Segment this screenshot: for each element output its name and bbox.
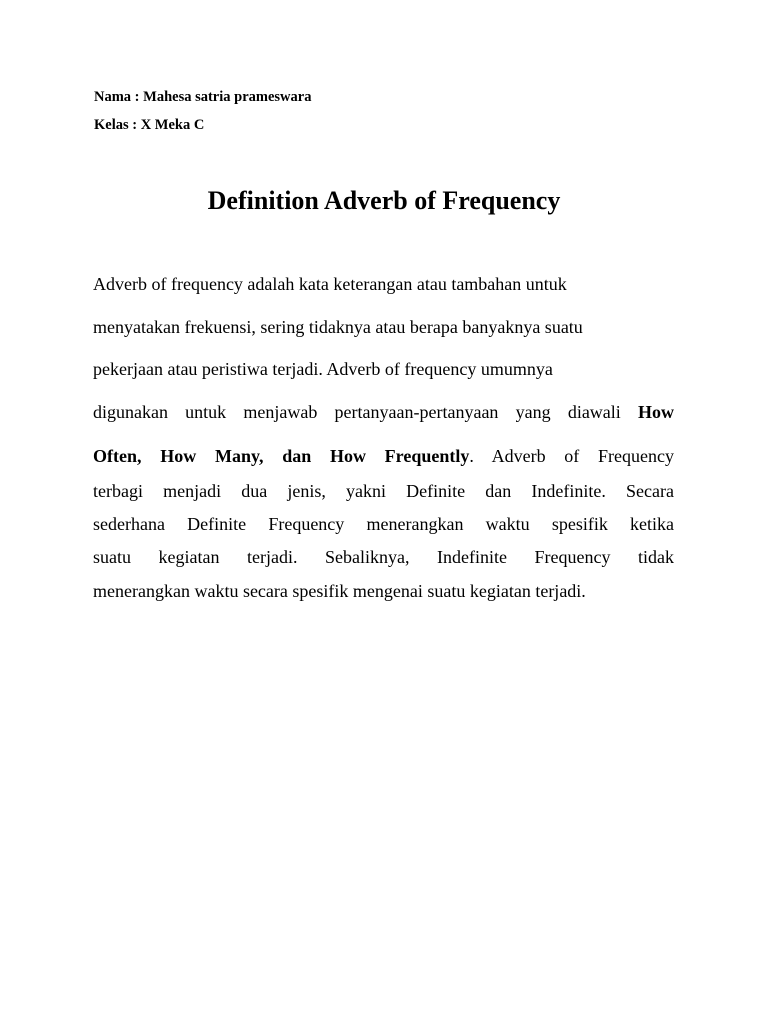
paragraph-line: sederhana Definite Frequency menerangkan waktu spesifik ketika [93, 514, 674, 534]
paragraph-text: . Adverb of Frequency [469, 446, 674, 466]
paragraph-line: suatu kegiatan terjadi. Sebaliknya, Indefinite Frequency tidak [93, 547, 674, 567]
paragraph-line: menerangkan waktu secara spesifik mengenai suatu kegiatan terjadi. [93, 581, 586, 601]
student-class-line: Kelas : X Meka C [94, 117, 205, 133]
paragraph-line [93, 400, 674, 424]
paragraph-text: digunakan untuk menjawab pertanyaan-pertanyaan yang diawali [93, 402, 621, 422]
paragraph-line: menyatakan frekuensi, sering tidaknya atau berapa banyaknya suatu [93, 317, 583, 337]
paragraph-bold-text: Often, How Many, dan How Frequently [93, 446, 470, 466]
paragraph-bold-text: How [638, 402, 674, 422]
paragraph-line: terbagi menjadi dua jenis, yakni Definite dan Indefinite. Secara [93, 481, 674, 501]
paragraph-line [93, 444, 674, 468]
paragraph-line: pekerjaan atau peristiwa terjadi. Adverb of frequency umumnya [93, 359, 553, 379]
student-name-line: Nama : Mahesa satria prameswara [94, 89, 312, 105]
document-title: Definition Adverb of Frequency [207, 186, 561, 215]
paragraph-line: Adverb of frequency adalah kata keterangan atau tambahan untuk [93, 274, 567, 294]
